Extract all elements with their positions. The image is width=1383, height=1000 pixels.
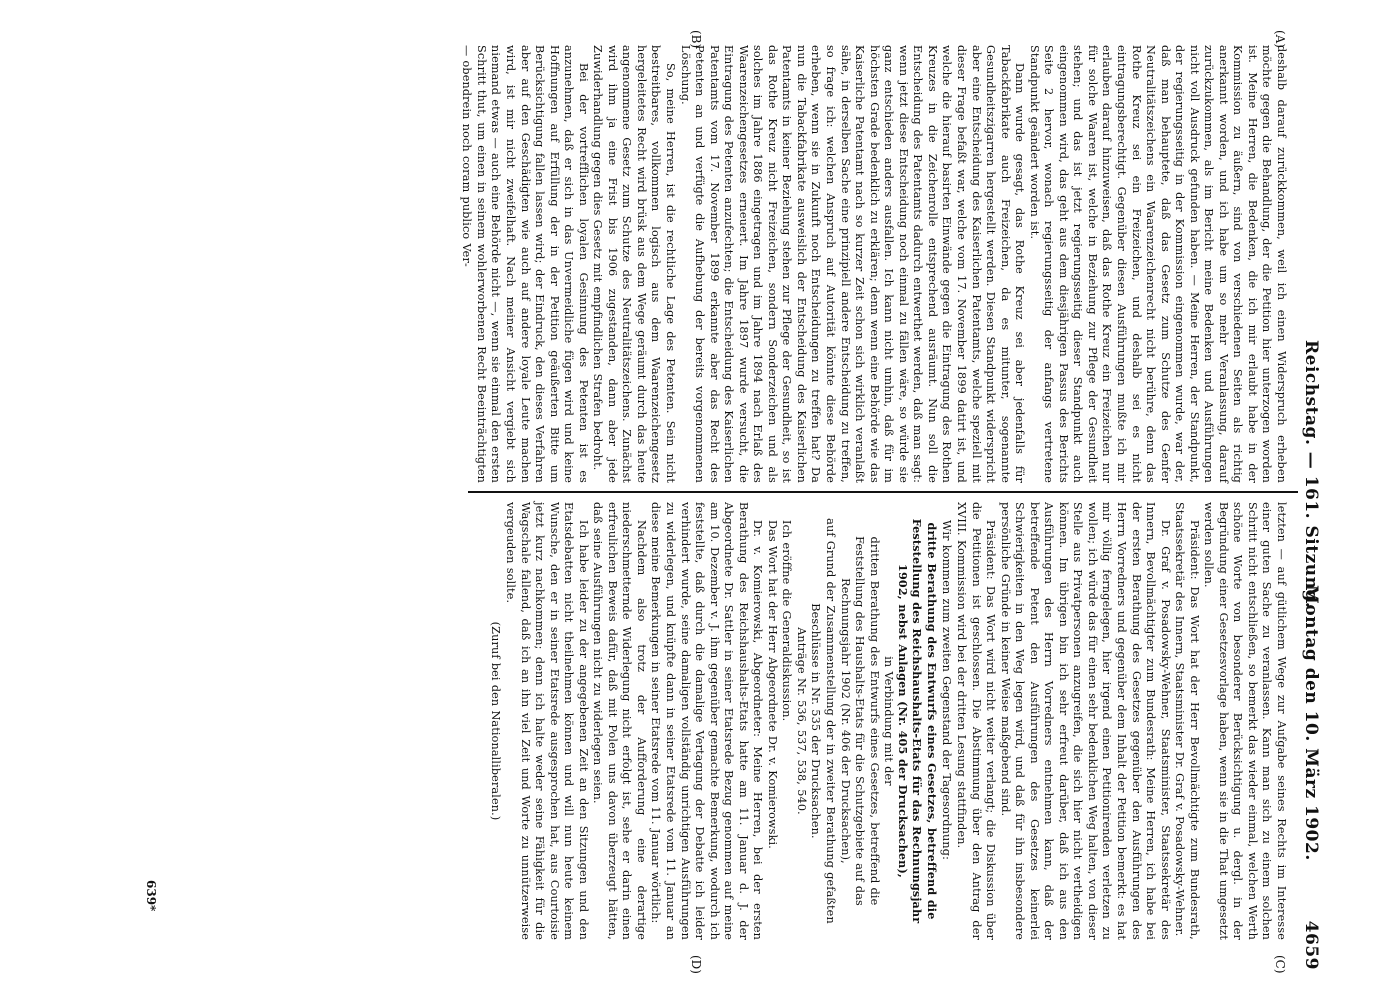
paragraph: Anträge Nr. 536, 537, 538, 540. bbox=[794, 627, 808, 815]
paragraph: Ich eröffne die Generaldiskussion. bbox=[780, 520, 794, 722]
quotation: Nachdem also trotz der Aufforderung eine derartige niederschmetternde Widerlegung nicht erfolgt ist, sehe er darin einen erfreulichen Beweis dafür, daß mit Polen uns davon überzeugt hätten, daß seine Ausführungen nicht zu widerlegen seien. bbox=[591, 502, 648, 940]
agenda-item-heading: dritte Berathung des Entwurfs eines Gesetzes, betreffend die Feststellung des Reichshaushalts-Etats für das Rechnungsjahr 1902, nebst Anlagen (Nr. 405 der Drucksachen), bbox=[895, 518, 939, 924]
margin-marker-c: (C) bbox=[1273, 955, 1287, 974]
paragraph: Das Wort hat der Herr Abgeordnete Dr. v. Komierowski. bbox=[765, 520, 779, 849]
paragraph: in Verbindung mit der bbox=[882, 656, 896, 786]
header-left-title: Reichstag. — 161. Sitzung. bbox=[1301, 340, 1321, 609]
footer-number: 639* bbox=[144, 880, 158, 912]
paragraph: Präsident: Das Wort hat der Herr Bevollmächtigte zum Bundesrath, Staatssekretär des Innern, Staatsminister Dr. Graf v. Posadowsky-Wehner. bbox=[1173, 502, 1201, 940]
paragraph: Präsident: Das Wort wird nicht weiter verlangt; die Diskussion über die Petitionen ist geschlossen. Die Abstimmung über den Antrag der XVIII. Kommission wird bei der dritten Lesung stattfinden. bbox=[954, 502, 998, 940]
paragraph: Dr. Graf v. Posadowsky-Wehner, Staatsminister, Staatssekretär des Innern, Bevollmächtigter zum Bundesrath: Meine Herren, ich habe bei der ersten Berathung des Gesetzes gegenüber den Ausführungen des Herrn Vorredners und gegenüber dem Inhalt der Petition bemerkt: es hat mir völlig ferngelegen, hier irgend einen Petitionirenden verletzen zu wollen; ich würde das für einen sehr bedenklichen Weg halten, von dieser Stelle aus Privatpersonen anzugreifen, die sich hier nicht vertheidigen können. Im übrigen bin ich sehr erfreut darüber, daß ich aus den Ausführungen des Herrn Vorredners entnehmen kann, daß der betreffende Petent den Ausführungen des Gesetzes keinerlei Schwierigkeiten in den Weg legen wird, und daß für ihn insbesondere persönliche Gründe in keiner Weise maßgebend sind. bbox=[998, 502, 1172, 940]
margin-marker-b: (B) bbox=[689, 30, 703, 49]
paragraph: Wir kommen zum zweiten Gegenstand der Tagesordnung: bbox=[940, 520, 954, 860]
left-column bbox=[459, 45, 1288, 483]
paragraph: Dr. v. Komierowski, Abgeordneter: Meine Herren, bei der ersten Berathung des Reichshaushalts-Etats hatte am 11. Januar d. J. der Abgeordnete Dr. Sattler in seiner Etatsrede Bezug genommen auf meine am 10. Dezember v. J. ihm gegenüber gemachte Bemerkung, wodurch ich feststellte, daß durch die damalige Vertagung der Debatte ich leider verhindert wurde, seine damaligen vollständig unrichtigen Ausführungen zu widerlegen, und knüpfte dann in seiner Etatsrede vom 11. Januar an diese meine Bemerkungen in seiner Etatsrede vom 11. Januar wörtlich: bbox=[649, 502, 765, 940]
right-column bbox=[488, 502, 1288, 940]
paragraph: Dann wurde gesagt, das Rothe Kreuz sei aber jedenfalls für Tabackfabrikate auch Freizeichen, da es mitunter, sogenannte Gesundheitszigarren hergestellt werden. Diesen Standpunkt widerspricht aber eine Entscheidung des Kaiserlichen Patentamts, welche speziell mit dieser Frage befaßt war, welche vom 17. November 1899 datirt ist, und welche die hierauf basirten Einwände gegen die Eintragung des Rothen Kreuzes in die Zeichenrolle entsprechend ausräumt. Nun soll die Entscheidung des Patentamts dadurch entwerthet werden, daß man sagt: wenn jetzt diese Entscheidung noch einmal zu fällen wäre, so würde sie ganz entschieden anders ausfallen. Ich kann nicht umhin, daß für im höchsten Grade bedenklich zu erklären; denn wenn eine Behörde wie das Kaiserliche Patentamt nach so kurzer Zeit schon sich wirklich veranlaßt sähe, in derselben Sache eine prinzipiell andere Entscheidung zu treffen, so frage ich: welchen Anspruch auf Autorität könnte diese Behörde erheben, wenn sie in Zukunft noch Entscheidungen zu treffen hat? Da nun die Tabackfabrikate ausweislich der Entscheidung des Kaiserlichen Patentamts in keiner Beziehung stehen zur Pflege der Gesundheit, so ist das Rothe Kreuz nicht Freizeichen, sondern Sonderzeichen und als solches im Jahre 1886 eingetragen und im Jahre 1894 nach Erlaß des Waarenzeichengesetzes erneuert. Im Jahre 1897 wurde versucht, die Eintragung des Petenten anzufechten; die Entscheidung des Kaiserlichen Patentamts vom 17. November 1899 erkannte aber das Recht des Petenten an und verfügte die Aufhebung der bereits vorgenommenen Löschung. bbox=[678, 45, 1027, 483]
margin-marker-a: (A) bbox=[1273, 30, 1287, 49]
paragraph: So, meine Herren, ist die rechtliche Lage des Petenten. Sein nicht bestreitbares, vollkommen logisch aus dem Waarenzeichengesetz hergeleitetes Recht wird brüsk aus dem Wege geräumt durch das heute angenommene Gesetz zum Schutze des Neutralitätszeichens. Zunächst wird ihm ja eine Frist bis 1906 zugestanden, dann aber jede Zuwiderhandlung gegen dies Gesetz mit empfindlichen Strafen bedroht. bbox=[591, 45, 678, 483]
paragraph: Bei der vortrefflichen loyalen Gesinnung des Petenten ist es anzunehmen, daß er sich in das Unvermeidliche fügen wird und keine Hoffnungen auf Erfüllung der in der Petition geäußerten Bitte um Berücksichtigung fallen lassen wird; der Eindruck, den dieses Verfahren aber auf den Geschädigten wie auch auf andere loyale Leute machen wird, ist mir nicht zweifelhaft. Nach meiner Ansicht vergiebt sich niemand etwas — auch eine Behörde nicht —, wenn sie einmal den ersten Schritt thut, um einen in seinem wohlerworbenen Recht Beeinträchtigten — obendrein noch coram publico Ver- bbox=[460, 45, 590, 483]
page-header bbox=[1295, 40, 1321, 970]
paragraph: Ich habe leider zu der angegebenen Zeit an den Sitzungen und den Etatsdebatten nicht theilnehmen können und will nun heute keinem Wunsche, den er in seiner Etatsrede ausgesprochen hat, aus Courtoisie jetzt kurz nachkommen; denn ich halte weder seine Fähigkeit für die Wagschale fallend, daß ich an ihn viel Zeit und Worte zu unnützerweise vergeuden sollte. bbox=[504, 502, 590, 940]
agenda-item-heading: dritten Berathung des Entwurfs eines Gesetzes, betreffend die Feststellung des Haushalts-Etats für die Schutzgebiete auf das Rechnungsjahr 1902 (Nr. 406 der Drucksachen), bbox=[838, 536, 881, 906]
header-page-number: 4659 bbox=[1301, 920, 1321, 970]
header-right-title: Montag den 10. März 1902. bbox=[1301, 585, 1321, 861]
paragraph: auf Grund der Zusammenstellung der in zweiter Berathung gefaßten Beschlüsse in Nr. 535 der Drucksachen. bbox=[809, 518, 838, 924]
interjection: (Zuruf bei den Nationalliberalen.) bbox=[489, 621, 503, 821]
column-divider bbox=[468, 491, 1298, 493]
margin-marker-d: (D) bbox=[689, 955, 703, 974]
paragraph: letzten — auf gütlichem Wege zur Aufgabe seines Rechts im Interesse einer guten Sache zu veranlassen. Kann man sich zu einem solchen Schritt nicht entschließen, so bemerkt das wieder einmal, welchen Werth schöne Worte von besonderer Berücksichtigung u. dergl. in der Begründung einer Gesetzesvorlage haben, wenn sie in die That umgesetzt werden sollen. bbox=[1202, 502, 1288, 940]
paragraph: deshalb darauf zurückkommen, weil ich einen Widerspruch erheben möchte gegen die Behandlung, der die Petition hier unterzogen worden ist. Meine Herren, die Bedenken, die ich mir erlaubt habe in der Kommission zu äußern, sind von verschiedenen Seiten als richtig anerkannt worden, und ich habe um so mehr Veranlassung, darauf zurückzukommen, als im Bericht meine Bedenken und Ausführungen nicht voll Ausdruck gefunden haben. — Meine Herren, der Standpunkt, der regierungsseitig in der Kommission eingenommen wurde, war der, daß man behauptete, daß das Gesetz zum Schutze des Genfer Neutralitätszeichens ein Waarenzeichenrecht nicht berühre, denn das Rothe Kreuz sei ein Freizeichen, und deshalb sei es nicht eintragungsberechtigt. Gegenüber diesen Ausführungen mußte ich mir erlauben darauf hinzuweisen, daß das Rothe Kreuz ein Freizeichen nur für solche Waaren ist, welche in Beziehung zur Pflege der Gesundheit stehen; und das ist jetzt regierungsseitig dieser Standpunkt auch eingenommen wird, das geht aus dem diesjährigen Passus des Berichts Seite 2 hervor, wonach regierungsseitig der anfangs vertretene Standpunkt geändert worden ist. bbox=[1027, 45, 1288, 483]
